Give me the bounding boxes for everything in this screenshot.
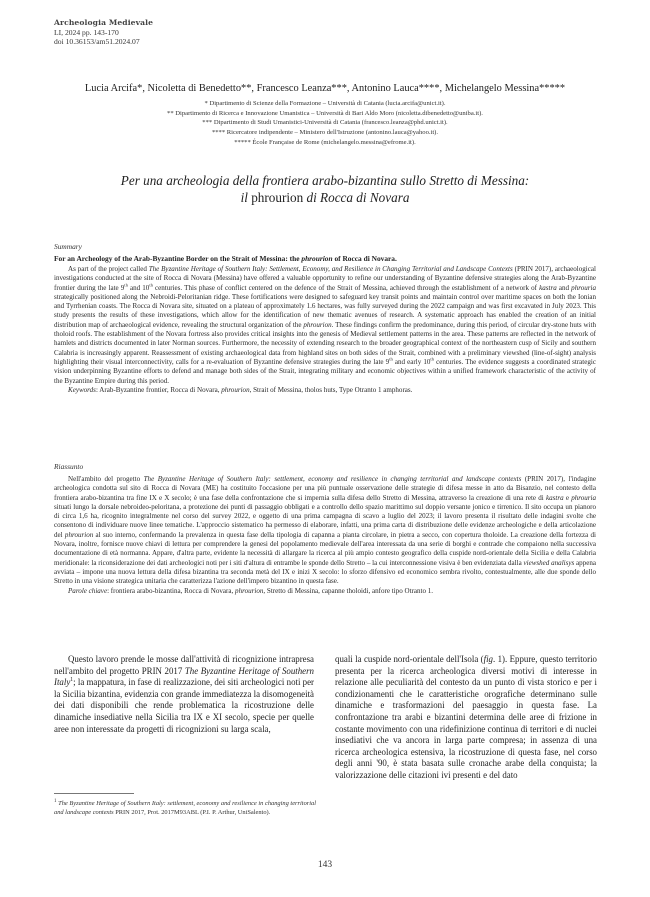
body-column-right <box>335 654 597 782</box>
title-line-1: Per una archeologia della frontiera arabo-bizantina sullo Stretto di Messina: <box>120 173 530 188</box>
body-paragraph: Questo lavoro prende le mosse dall'attività di ricognizione intrapresa nell'ambito del progetto PRIN 2017 The Byzantine Heritage of Southern Italy$^1$; la mappatura, in fase di realizzazione, dei siti archeologici noti per la Sicilia bizantina, evidenzia con grande immediatezza la disomogeneità dei dati disponibili che rende problematica la ricostruzione delle dinamiche insediative nella Sicilia tra IX e XI secolo, specie per quelle aree non interessate da progetti di ricognizioni su larga scala, <box>54 654 314 734</box>
body-column-left <box>54 654 314 735</box>
affiliation: *** Dipartimento di Studi Umanistici-Università di Catania (francesco.leanza@phd.unict.it). <box>202 119 448 127</box>
summary-text <box>54 265 596 395</box>
footnote-ref[interactable]: 1 <box>70 677 74 684</box>
title-line-2: il phrourion di Rocca di Novara <box>240 190 410 205</box>
affiliation: ** Dipartimento di Ricerca e Innovazione Umanistica – Università di Bari Aldo Moro (nicoletta.dibenedetto@uniba.it). <box>167 109 483 117</box>
volume-pages: LI, 2024 pp. 143-170 <box>54 27 119 37</box>
journal-header <box>54 18 153 47</box>
riassunto-paragraph: Nell'ambito del progetto The Byzantine Heritage of Southern Italy: settlement, economy and resilience in changing territorial and landscape contexts (PRIN 2017), l'indagine archeologica condotta sul sito di Rocca di Novara (ME) ha costituito l'occasione per una più puntuale osservazione delle strategie di difesa messe in atto da Bisanzio, nel contesto della frontiera arabo-bizantina tra fine IX e X secolo; è una fase della confrontazione che si imperniа sulla difesa dello Stretto di Messina, attraverso la creazione di una rete di kastra e phrouria situati lungo la dorsale nebroideo-peloritana, a protezione dei punti di passaggio obbligati e a controllo dello spazio marittimo sul doppio versante jonico e tirrenico. Il sito occupa un pianoro di circa 1,6 ha, ricognito integralmente nel corso del survey 2022, e oggetto di una prima campagna di scavo a luglio del 2023; il lavoro presenta il risultato delle indagini svolte che consentono di individuare nuove linee tematiche. L'approccio sistematico ha permesso di elaborare, infatti, una prima carta di distribuzione delle evidenze archeologiche e della articolazione del phrourion al suo interno, confermando la prevalenza in questa fase della tipologia di capanna a pianta circolare, in pietra a secco, con copertura tholoide. La creazione della fortezza di Novara, inoltre, fornisce nuove chiavi di lettura per comprendere la genesi del popolamento medievale dell'area interessata da una serie di borghi e contrade che compaiono nella successiva documentazione di età normanna. Appare, d'altra parte, evidente la necessità di allargare la ricerca al più ampio contesto geografico della cuspide nord-orientale della Sicilia e della Calabria meridionale: la riconsiderazione dei dati archeologici noti per i siti d'altura di entrambe le sponde dello Stretto – la cui interconnessione visiva è ben evidenziata dalla viewshed analisys appena avviata – impone una nuova lettura della difesa bizantina tra seconda metà del IX e inizi X secolo: lo sforzo difensivo ed economico sembra rivolto, contestualmente, alle due sponde dello Stretto in una visione strategica unitaria che caratterizza l'azione dell'impero bizantino in questa fase. <box>54 475 596 586</box>
doi: doi 10.36153/am51.2024.07 <box>54 37 140 47</box>
footnote-divider <box>54 793 134 794</box>
summary-keywords: Keywords: Arab-Byzantine frontier, Rocca di Novara, phrourion, Strait of Messina, tholos huts, Type Otranto 1 amphoras. <box>68 385 413 394</box>
summary-heading: Summary <box>54 242 82 251</box>
affiliation: ***** École Française de Rome (michelangelo.messina@efrome.it). <box>234 138 416 146</box>
body-paragraph: quali la cuspide nord-orientale dell'Isola (fig. 1). Eppure, questo territorio presenta per la ricerca archeologica diversi motivi di interesse in relazione alle peculiarità del contesto da un punto di vista storico e per i condizionamenti che le caratteristiche orografiche determinano sulle dinamiche e trasformazioni del paesaggio in questa fase. La confrontazione tra arabi e bizantini determina delle aree di frizione in costante movimento con una ridefinizione continua di territori e di nuclei insediativi che va ancora in larga parte compresa; in assenza di una ricerca archeologica estensiva, la ricostruzione di questa fase, nel corso degli anni '90, è stata basata sulle cronache arabe della conquista; la valorizzazione delle citazioni ivi presenti e del dato <box>335 654 597 780</box>
author-list: Lucia Arcifa*, Nicoletta di Benedetto**, Francesco Leanza***, Antonino Lauca****, Michelangelo Messina***** <box>84 83 566 94</box>
journal-name: Archeologia Medievale <box>54 18 154 27</box>
figure-ref[interactable]: fig <box>483 654 493 664</box>
affiliation: * Dipartimento di Scienze della Formazione – Università di Catania (lucia.arcifa@unict.it). <box>204 100 446 107</box>
article-title <box>70 172 580 206</box>
riassunto-keywords: Parole chiave: frontiera arabo-bizantina, Rocca di Novara, phrourion, Stretto di Messina, capanne tholoidi, anfore tipo Otranto 1. <box>68 586 434 595</box>
affiliation: **** Ricercatore indipendente – Ministero dell'Istruzione (antonino.lauca@yahoo.it). <box>211 129 439 137</box>
summary-title: For an Archeology of the Arab-Byzantine Border on the Strait of Messina: the phrourion of Rocca di Novara. <box>54 254 397 263</box>
riassunto-heading: Riassunto <box>54 462 84 471</box>
affiliations <box>54 99 596 148</box>
riassunto-text <box>54 475 596 596</box>
summary-paragraph: As part of the project called The Byzantine Heritage of Southern Italy: Settlement, Economy, and Resilience in Changing Territorial and Landscape Contexts (PRIN 2017), archaeological investigations conducted at the site of Rocca di Novara (Messina) have offered a valuable opportunity to refine our understanding of Byzantine defensive strategies along the Arab-Byzantine frontier during the late 9th and 10th centuries. This phase of conflict centered on the defence of the Strait of Messina, achieved through the establishment of a network of kastra and phrouria strategically positioned along the Nebroidi-Peloritanian ridge. These fortifications were designed to safeguard key transit points and maintain control over maritime spaces on both the Ionian and Tyrrhenian coasts. The Rocca di Novara site, situated on a plateau of approximately 1.6 hectares, was fully surveyed during the 2022 campaign and was first excavated in July 2023. This study presents the results of these investigations, which allow for the identification of new thematic avenues of research. A systematic approach has enabled the creation of an initial distribution map of archaeological evidence, revealing the structural organization of the phrourion. These findings confirm the predominance, during this period, of circular dry-stone huts with tholoid roofs. The establishment of the Novara fortress also provides critical insights into the genesis of Medieval settlement patterns in the area. These patterns are reflected in the network of hamlets and districts documented in later Norman sources. Furthermore, the necessity of extending research to the broader geographical context of the northeastern cusp of Sicily and southern Calabria is increasingly apparent. Reassessment of existing archaeological data from highland sites on both sides of the Strait, combined with a preliminary viewshed (line-of-sight) analysis highlighting their visual interconnectivity, calls for a re-evaluation of Byzantine defensive strategies during the late 9th and early 10th centuries. The evidence suggests a coordinated strategic vision underpinning Byzantine efforts to defend and manage both sides of the Strait, integrating military and economic objectives within a unified framework characteristic of the activity of the Byzantine Empire during this period. <box>54 265 596 385</box>
page-number: 143 <box>317 860 333 870</box>
footnote: $^1$ The Byzantine Heritage of Southern Italy: settlement, economy and resilience in changing territorial and landscape contexts PRIN 2017, Prot. 2017M93ABL (P.I. P. Arthur, UniSalento). <box>54 799 316 816</box>
